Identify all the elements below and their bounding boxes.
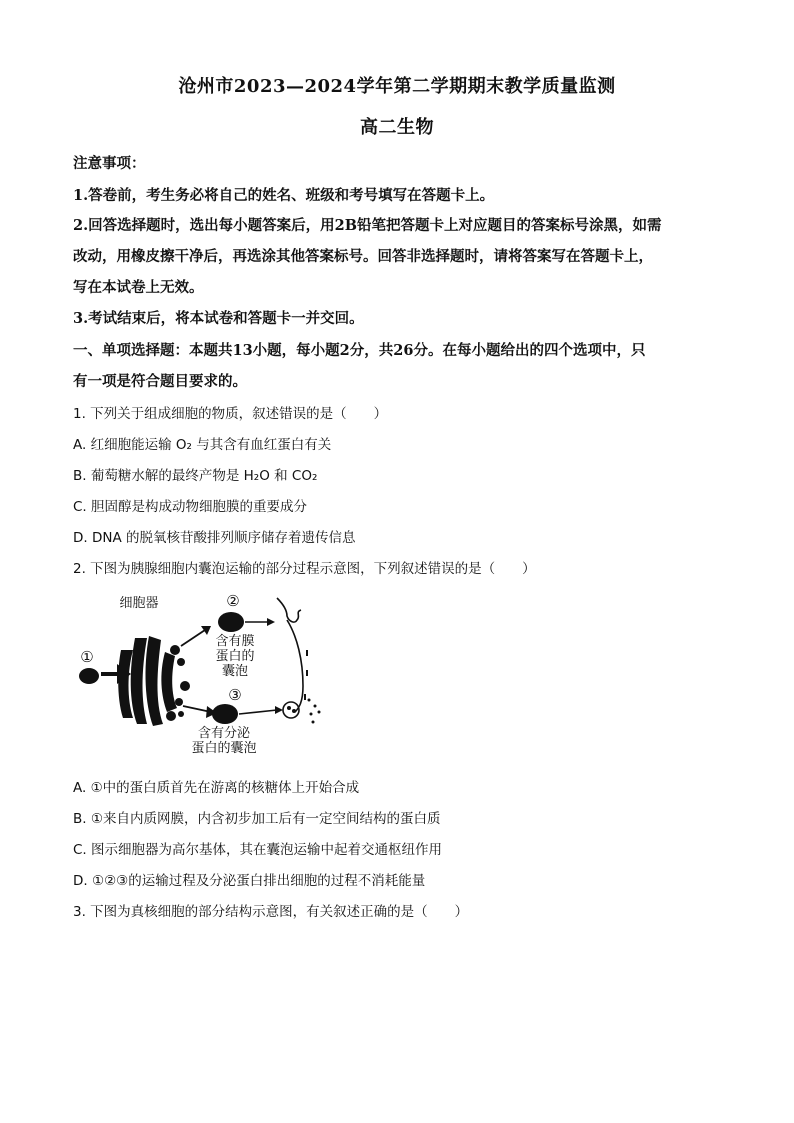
question-1-option-d: D. DNA 的脱氧核苷酸排列顺序储存着遗传信息	[73, 530, 356, 546]
secretory-vesicle-label-line-2: 蛋白的囊泡	[191, 741, 257, 756]
question-2-stem: 2. 下图为胰腺细胞内囊泡运输的部分过程示意图，下列叙述错误的是（ ）	[73, 561, 536, 577]
question-2-option-a: A. ①中的蛋白质首先在游离的核糖体上开始合成	[73, 780, 360, 796]
vesicle-3-shape	[212, 704, 238, 724]
label-1: ①	[80, 648, 94, 666]
vesicle-2-shape	[218, 612, 244, 632]
question-3-stem: 3. 下图为真核细胞的部分结构示意图，有关叙述正确的是（ ）	[73, 904, 469, 920]
secretory-protein-vesicle-label	[181, 726, 267, 756]
question-1-option-b: B. 葡萄糖水解的最终产物是 H₂O 和 CO₂	[73, 468, 318, 484]
question-2-option-c: C. 图示细胞器为高尔基体，其在囊泡运输中起着交通枢纽作用	[73, 842, 443, 858]
membrane-vesicle-label-line-1: 含有膜	[215, 634, 255, 649]
secretory-vesicle-label-line-1: 含有分泌	[197, 726, 250, 741]
cell-membrane-shape	[277, 598, 307, 712]
question-1-option-a: A. 红细胞能运输 O₂ 与其含有血红蛋白有关	[73, 437, 332, 453]
notice-item-3: 3.考试结束后，将本试卷和答题卡一并交回。	[73, 310, 364, 327]
label-2: ②	[226, 592, 240, 610]
section-heading-cont: 有一项是符合题目要求的。	[73, 373, 247, 390]
notice-heading: 注意事项：	[73, 155, 146, 172]
section-heading: 一、单项选择题：本题共13小题，每小题2分，共26分。在每小题给出的四个选项中，只	[73, 342, 646, 359]
question-2-option-b: B. ①来自内质网膜，内含初步加工后有一定空间结构的蛋白质	[73, 811, 441, 827]
secreted-protein-dots	[308, 699, 321, 724]
question-2-option-d: D. ①②③的运输过程及分泌蛋白排出细胞的过程不消耗能量	[73, 873, 426, 889]
membrane-vesicle-label-line-3: 囊泡	[221, 664, 248, 679]
notice-item-2-cont: 改动，用橡皮擦干净后，再选涂其他答案标号。回答非选择题时，请将答案写在答题卡上，	[73, 248, 653, 265]
exam-title: 沧州市2023—2024学年第二学期期末教学质量监测	[178, 76, 616, 97]
golgi-apparatus-shape	[118, 636, 190, 726]
question-1-stem: 1. 下列关于组成细胞的物质，叙述错误的是（ ）	[73, 406, 388, 422]
organelle-label: 细胞器	[119, 596, 159, 611]
vesicle-transport-figure	[73, 590, 333, 760]
notice-item-2-end: 写在本试卷上无效。	[73, 279, 204, 296]
question-1-option-c: C. 胆固醇是构成动物细胞膜的重要成分	[73, 499, 308, 515]
membrane-protein-vesicle-label	[207, 634, 263, 679]
label-3: ③	[228, 686, 242, 704]
exam-subject: 高二生物	[360, 117, 434, 138]
membrane-vesicle-label-line-2: 蛋白的	[215, 649, 255, 664]
notice-item-1: 1.答卷前，考生务必将自己的姓名、班级和考号填写在答题卡上。	[73, 187, 495, 204]
vesicle-1-shape	[79, 668, 99, 684]
notice-item-2: 2.回答选择题时，选出每小题答案后，用2B铅笔把答题卡上对应题目的答案标号涂黑，如需	[73, 217, 662, 234]
